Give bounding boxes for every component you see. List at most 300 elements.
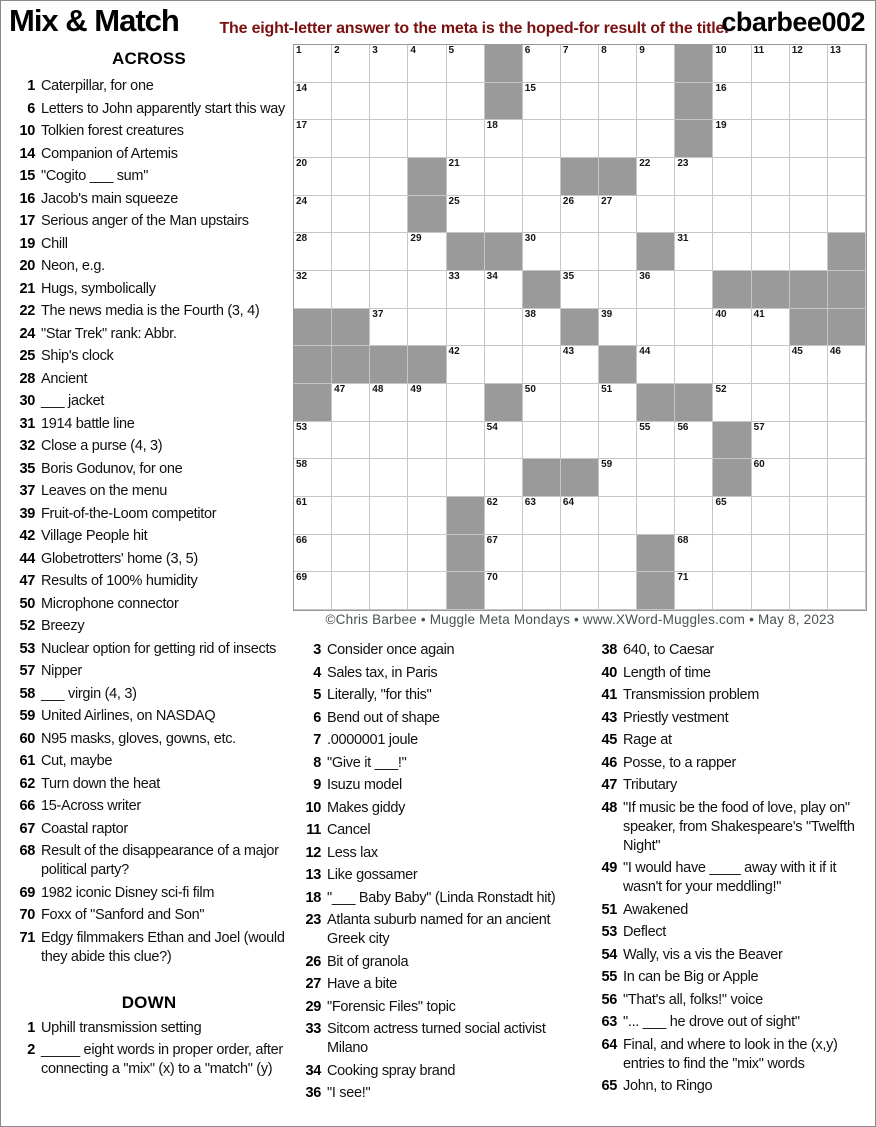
clue-item: [11, 820, 287, 839]
grid-cell[interactable]: [752, 459, 790, 497]
grid-cell[interactable]: [675, 572, 713, 610]
clue-number: 50: [19, 595, 35, 612]
grid-cell[interactable]: [790, 459, 828, 497]
cell-number: 63: [524, 497, 536, 508]
grid-cell[interactable]: [370, 459, 408, 497]
grid-cell[interactable]: [294, 120, 332, 158]
clue-number: 4: [313, 664, 321, 681]
grid-cell[interactable]: [447, 309, 485, 347]
clue-text: "Star Trek" rank: Abbr.: [41, 325, 177, 342]
clue-number: 19: [19, 235, 35, 252]
cell-number: 22: [639, 158, 651, 169]
grid-cell[interactable]: [370, 120, 408, 158]
clue-number: 5: [313, 687, 321, 703]
grid-cell[interactable]: [752, 535, 790, 573]
grid-cell[interactable]: [523, 535, 561, 573]
clue-text: Nipper: [41, 663, 82, 679]
puzzle-title: Mix & Match: [9, 3, 179, 38]
clue-text: Final, and where to look in the (x,y) entries to find the "mix" words: [623, 1036, 838, 1072]
grid-cell[interactable]: [523, 497, 561, 535]
clue-number: 32: [19, 438, 35, 454]
grid-cell[interactable]: [447, 196, 485, 234]
grid-cell[interactable]: [561, 120, 599, 158]
clue-number: 66: [19, 798, 35, 814]
clue-item: [297, 799, 585, 818]
grid-cell[interactable]: [294, 271, 332, 309]
grid-cell[interactable]: [790, 233, 828, 271]
clue-number: 8: [313, 754, 321, 771]
grid-cell[interactable]: [790, 497, 828, 535]
clue-item: [593, 754, 871, 773]
grid-cell[interactable]: [561, 346, 599, 384]
grid-cell[interactable]: [332, 384, 370, 422]
clue-number: 44: [19, 550, 35, 567]
grid-cell[interactable]: [332, 120, 370, 158]
grid-cell[interactable]: [485, 572, 523, 610]
clue-text: "___ Baby Baby" (Linda Ronstadt hit): [327, 889, 556, 906]
grid-cell[interactable]: [713, 120, 751, 158]
grid-cell[interactable]: [752, 45, 790, 83]
grid-cell[interactable]: [523, 233, 561, 271]
grid-cell[interactable]: [713, 384, 751, 422]
grid-cell[interactable]: [370, 309, 408, 347]
grid-cell[interactable]: [408, 120, 446, 158]
clue-item: [11, 595, 287, 614]
grid-cell[interactable]: [790, 83, 828, 121]
grid-cell[interactable]: [332, 422, 370, 460]
grid-cell[interactable]: [828, 196, 866, 234]
grid-cell[interactable]: [408, 309, 446, 347]
black-cell: [447, 497, 485, 535]
grid-cell[interactable]: [713, 346, 751, 384]
grid-cell[interactable]: [599, 120, 637, 158]
grid-cell[interactable]: [294, 45, 332, 83]
cell-number: 23: [677, 158, 689, 169]
clue-item: [593, 709, 871, 728]
grid-cell[interactable]: [370, 422, 408, 460]
grid-cell[interactable]: [370, 45, 408, 83]
cell-number: 5: [448, 45, 455, 56]
clue-text: Results of 100% humidity: [41, 573, 198, 589]
grid-cell[interactable]: [370, 196, 408, 234]
grid-cell[interactable]: [447, 346, 485, 384]
clue-item: [297, 731, 585, 750]
grid-cell[interactable]: [599, 497, 637, 535]
clue-item: [11, 884, 287, 903]
grid-cell[interactable]: [523, 196, 561, 234]
clue-item: [593, 686, 871, 705]
clue-item: [297, 953, 585, 972]
clue-item: [11, 280, 287, 299]
grid-cell[interactable]: [713, 572, 751, 610]
clue-text: Bend out of shape: [327, 709, 440, 726]
grid-cell[interactable]: [675, 196, 713, 234]
grid-cell[interactable]: [752, 83, 790, 121]
grid-cell[interactable]: [332, 271, 370, 309]
clue-item: [593, 923, 871, 942]
clue-item: [11, 460, 287, 479]
clue-text: Coastal raptor: [41, 820, 128, 837]
grid-cell[interactable]: [599, 384, 637, 422]
grid-cell[interactable]: [675, 422, 713, 460]
grid-cell[interactable]: [561, 384, 599, 422]
clue-text: "That's all, folks!" voice: [623, 991, 763, 1008]
grid-cell[interactable]: [408, 45, 446, 83]
grid-cell[interactable]: [370, 384, 408, 422]
black-cell: [408, 158, 446, 196]
clue-text: Chill: [41, 235, 68, 252]
grid-cell[interactable]: [599, 233, 637, 271]
grid-cell[interactable]: [485, 120, 523, 158]
grid-cell[interactable]: [408, 572, 446, 610]
grid-cell[interactable]: [523, 83, 561, 121]
clue-text: Nuclear option for getting rid of insects: [41, 640, 277, 657]
clue-number: 27: [305, 976, 321, 992]
grid-cell[interactable]: [408, 233, 446, 271]
clue-text: Atlanta suburb named for an ancient Greek city: [327, 912, 551, 947]
grid-cell[interactable]: [675, 271, 713, 309]
grid-cell[interactable]: [523, 572, 561, 610]
grid-cell[interactable]: [447, 271, 485, 309]
cell-number: 4: [410, 45, 416, 56]
clue-text: Uphill transmission setting: [41, 1019, 202, 1036]
down-heading: DOWN: [121, 992, 177, 1012]
grid-cell[interactable]: [408, 422, 446, 460]
grid-cell[interactable]: [447, 384, 485, 422]
grid-cell[interactable]: [485, 346, 523, 384]
grid-cell[interactable]: [752, 346, 790, 384]
clue-item: [593, 901, 871, 920]
grid-cell[interactable]: [561, 45, 599, 83]
clue-number: 65: [601, 1078, 617, 1094]
grid-cell[interactable]: [637, 459, 675, 497]
grid-cell[interactable]: [294, 196, 332, 234]
grid-cell[interactable]: [447, 45, 485, 83]
grid-cell[interactable]: [637, 158, 675, 196]
grid-cell[interactable]: [790, 45, 828, 83]
black-cell: [523, 459, 561, 497]
grid-cell[interactable]: [637, 196, 675, 234]
grid-cell[interactable]: [485, 196, 523, 234]
grid-cell[interactable]: [752, 196, 790, 234]
grid-cell[interactable]: [752, 422, 790, 460]
grid-cell[interactable]: [332, 45, 370, 83]
cell-number: 25: [448, 195, 460, 207]
grid-cell[interactable]: [599, 83, 637, 121]
black-cell: [447, 233, 485, 271]
black-cell: [294, 346, 332, 384]
clue-text: Literally, "for this": [327, 687, 432, 703]
grid-cell[interactable]: [675, 346, 713, 384]
grid-cell[interactable]: [790, 120, 828, 158]
grid-cell[interactable]: [790, 346, 828, 384]
clue-number: 39: [19, 505, 35, 522]
grid-cell[interactable]: [485, 309, 523, 347]
clue-item: [11, 257, 287, 276]
grid-cell[interactable]: [675, 459, 713, 497]
grid-cell[interactable]: [523, 384, 561, 422]
black-cell: [561, 309, 599, 347]
clue-text: Leaves on the menu: [41, 483, 167, 499]
clue-item: [11, 906, 287, 925]
clue-number: 38: [601, 642, 617, 658]
grid-cell[interactable]: [485, 535, 523, 573]
grid-cell[interactable]: [523, 422, 561, 460]
clue-text: Rage at: [623, 732, 672, 748]
grid-cell[interactable]: [675, 233, 713, 271]
grid-cell[interactable]: [675, 535, 713, 573]
grid-cell[interactable]: [790, 535, 828, 573]
grid-cell[interactable]: [828, 572, 866, 610]
grid-cell[interactable]: [752, 384, 790, 422]
clue-text: "I would have ____ away with it if it wasn't for your meddling!": [623, 860, 837, 895]
grid-cell[interactable]: [523, 120, 561, 158]
grid-cell[interactable]: [599, 196, 637, 234]
grid-cell[interactable]: [561, 83, 599, 121]
grid-cell[interactable]: [332, 83, 370, 121]
clue-number: 62: [19, 775, 35, 792]
grid-cell[interactable]: [332, 233, 370, 271]
grid-cell[interactable]: [294, 422, 332, 460]
clue-item: [11, 550, 287, 569]
black-cell: [675, 45, 713, 83]
crossword-grid[interactable]: [293, 44, 867, 611]
grid-cell[interactable]: [828, 83, 866, 121]
grid-cell[interactable]: [828, 120, 866, 158]
grid-cell[interactable]: [752, 120, 790, 158]
clue-number: 11: [306, 822, 321, 838]
cell-number: 18: [486, 120, 498, 132]
clue-number: 1: [27, 78, 35, 94]
grid-cell[interactable]: [713, 497, 751, 535]
clue-number: 1: [27, 1019, 35, 1036]
down-clue-list-left: [11, 1019, 287, 1080]
grid-cell[interactable]: [675, 309, 713, 347]
clue-number: 61: [19, 753, 35, 769]
clue-item: [11, 167, 287, 186]
clue-number: 17: [19, 213, 35, 229]
grid-cell[interactable]: [523, 45, 561, 83]
grid-cell[interactable]: [370, 535, 408, 573]
grid-cell[interactable]: [447, 83, 485, 121]
clue-item: [11, 775, 287, 794]
grid-cell[interactable]: [637, 422, 675, 460]
clue-text: Boris Godunov, for one: [41, 460, 183, 477]
grid-cell[interactable]: [370, 572, 408, 610]
grid-cell[interactable]: [370, 158, 408, 196]
cell-number: 50: [524, 384, 536, 395]
grid-cell[interactable]: [828, 158, 866, 196]
clue-number: 25: [19, 348, 35, 364]
grid-cell[interactable]: [408, 271, 446, 309]
clue-text: Fruit-of-the-Loom competitor: [41, 505, 217, 522]
grid-cell[interactable]: [447, 422, 485, 460]
grid-cell[interactable]: [294, 233, 332, 271]
grid-cell[interactable]: [713, 196, 751, 234]
grid-cell[interactable]: [675, 158, 713, 196]
grid-cell[interactable]: [713, 83, 751, 121]
clue-number: 28: [19, 370, 35, 387]
grid-cell[interactable]: [637, 83, 675, 121]
grid-cell[interactable]: [561, 422, 599, 460]
grid-cell[interactable]: [561, 535, 599, 573]
cell-number: 49: [410, 384, 422, 395]
grid-cell[interactable]: [713, 233, 751, 271]
grid-cell[interactable]: [561, 271, 599, 309]
grid-cell[interactable]: [561, 233, 599, 271]
black-cell: [485, 233, 523, 271]
grid-cell[interactable]: [599, 459, 637, 497]
grid-cell[interactable]: [599, 572, 637, 610]
grid-cell[interactable]: [294, 158, 332, 196]
cell-number: 37: [372, 308, 384, 320]
grid-cell[interactable]: [828, 422, 866, 460]
grid-cell[interactable]: [294, 459, 332, 497]
grid-cell[interactable]: [828, 459, 866, 497]
clue-number: 47: [19, 573, 35, 589]
clue-item: [593, 1077, 871, 1096]
grid-cell[interactable]: [637, 497, 675, 535]
grid-cell[interactable]: [294, 535, 332, 573]
clue-text: .0000001 joule: [327, 732, 418, 748]
clue-item: [11, 640, 287, 659]
clue-item: [297, 844, 585, 863]
grid-cell[interactable]: [752, 309, 790, 347]
clue-item: [297, 975, 585, 994]
grid-cell[interactable]: [790, 196, 828, 234]
grid-cell[interactable]: [828, 346, 866, 384]
grid-cell[interactable]: [408, 535, 446, 573]
grid-cell[interactable]: [599, 535, 637, 573]
grid-cell[interactable]: [408, 497, 446, 535]
grid-cell[interactable]: [523, 158, 561, 196]
cell-number: 32: [296, 271, 308, 282]
grid-cell[interactable]: [294, 572, 332, 610]
black-cell: [332, 309, 370, 347]
grid-cell[interactable]: [752, 158, 790, 196]
grid-cell[interactable]: [523, 346, 561, 384]
grid-cell[interactable]: [447, 120, 485, 158]
grid-cell[interactable]: [790, 422, 828, 460]
clue-number: 31: [19, 415, 35, 432]
black-cell: [675, 120, 713, 158]
grid-cell[interactable]: [370, 83, 408, 121]
grid-cell[interactable]: [332, 158, 370, 196]
clue-item: [11, 302, 287, 321]
grid-cell[interactable]: [370, 233, 408, 271]
grid-cell[interactable]: [370, 497, 408, 535]
clue-number: 6: [27, 100, 35, 117]
grid-cell[interactable]: [561, 196, 599, 234]
grid-cell[interactable]: [675, 497, 713, 535]
grid-cell[interactable]: [599, 309, 637, 347]
grid-cell[interactable]: [408, 83, 446, 121]
grid-cell[interactable]: [294, 497, 332, 535]
clue-number: 9: [313, 777, 321, 793]
grid-cell[interactable]: [332, 497, 370, 535]
clue-item: [11, 77, 287, 96]
grid-cell[interactable]: [713, 535, 751, 573]
clue-number: 42: [19, 528, 35, 544]
clue-number: 29: [305, 998, 321, 1015]
clue-number: 35: [19, 460, 35, 477]
grid-cell[interactable]: [599, 45, 637, 83]
grid-cell[interactable]: [637, 45, 675, 83]
grid-cell[interactable]: [828, 384, 866, 422]
grid-cell[interactable]: [599, 422, 637, 460]
grid-cell[interactable]: [599, 271, 637, 309]
black-cell: [561, 459, 599, 497]
grid-cell[interactable]: [485, 422, 523, 460]
cell-number: 2: [334, 45, 340, 56]
cell-number: 43: [562, 346, 575, 358]
grid-cell[interactable]: [294, 83, 332, 121]
cell-number: 61: [296, 497, 308, 508]
grid-cell[interactable]: [561, 497, 599, 535]
grid-cell[interactable]: [790, 384, 828, 422]
grid-cell[interactable]: [447, 158, 485, 196]
grid-cell[interactable]: [332, 459, 370, 497]
grid-cell[interactable]: [828, 535, 866, 573]
black-cell: [370, 346, 408, 384]
grid-cell[interactable]: [828, 497, 866, 535]
grid-cell[interactable]: [752, 497, 790, 535]
grid-cell[interactable]: [752, 572, 790, 610]
grid-cell[interactable]: [752, 233, 790, 271]
grid-cell[interactable]: [713, 45, 751, 83]
grid-cell[interactable]: [790, 572, 828, 610]
clue-item: [593, 776, 871, 795]
grid-cell[interactable]: [332, 572, 370, 610]
clues-right-panel: [593, 641, 871, 1100]
grid-cell[interactable]: [637, 346, 675, 384]
clue-text: John, to Ringo: [623, 1078, 713, 1094]
grid-cell[interactable]: [332, 196, 370, 234]
grid-cell[interactable]: [637, 120, 675, 158]
clue-text: "Cogito ___ sum": [41, 168, 149, 184]
grid-cell[interactable]: [485, 497, 523, 535]
clue-number: 68: [19, 843, 35, 859]
grid-cell[interactable]: [713, 158, 751, 196]
clue-text: Priestly vestment: [623, 709, 729, 726]
clue-text: "... ___ he drove out of sight": [623, 1014, 800, 1030]
grid-cell[interactable]: [370, 271, 408, 309]
clue-text: Have a bite: [327, 976, 398, 992]
grid-cell[interactable]: [713, 309, 751, 347]
grid-cell[interactable]: [637, 309, 675, 347]
grid-cell[interactable]: [561, 572, 599, 610]
grid-cell[interactable]: [790, 158, 828, 196]
grid-cell[interactable]: [447, 459, 485, 497]
clue-text: Hugs, symbolically: [41, 280, 156, 297]
clue-item: [297, 664, 585, 683]
grid-cell[interactable]: [637, 271, 675, 309]
clue-number: 40: [601, 664, 617, 681]
clue-number: 26: [305, 953, 321, 970]
grid-cell[interactable]: [332, 535, 370, 573]
clue-item: [593, 859, 871, 897]
grid-cell[interactable]: [408, 459, 446, 497]
grid-cell[interactable]: [485, 459, 523, 497]
clue-item: [297, 998, 585, 1017]
grid-cell[interactable]: [485, 158, 523, 196]
grid-cell[interactable]: [408, 384, 446, 422]
clue-item: [297, 866, 585, 885]
grid-cell[interactable]: [523, 309, 561, 347]
clue-text: Turn down the heat: [41, 775, 161, 792]
grid-cell[interactable]: [828, 45, 866, 83]
grid-cell[interactable]: [485, 271, 523, 309]
